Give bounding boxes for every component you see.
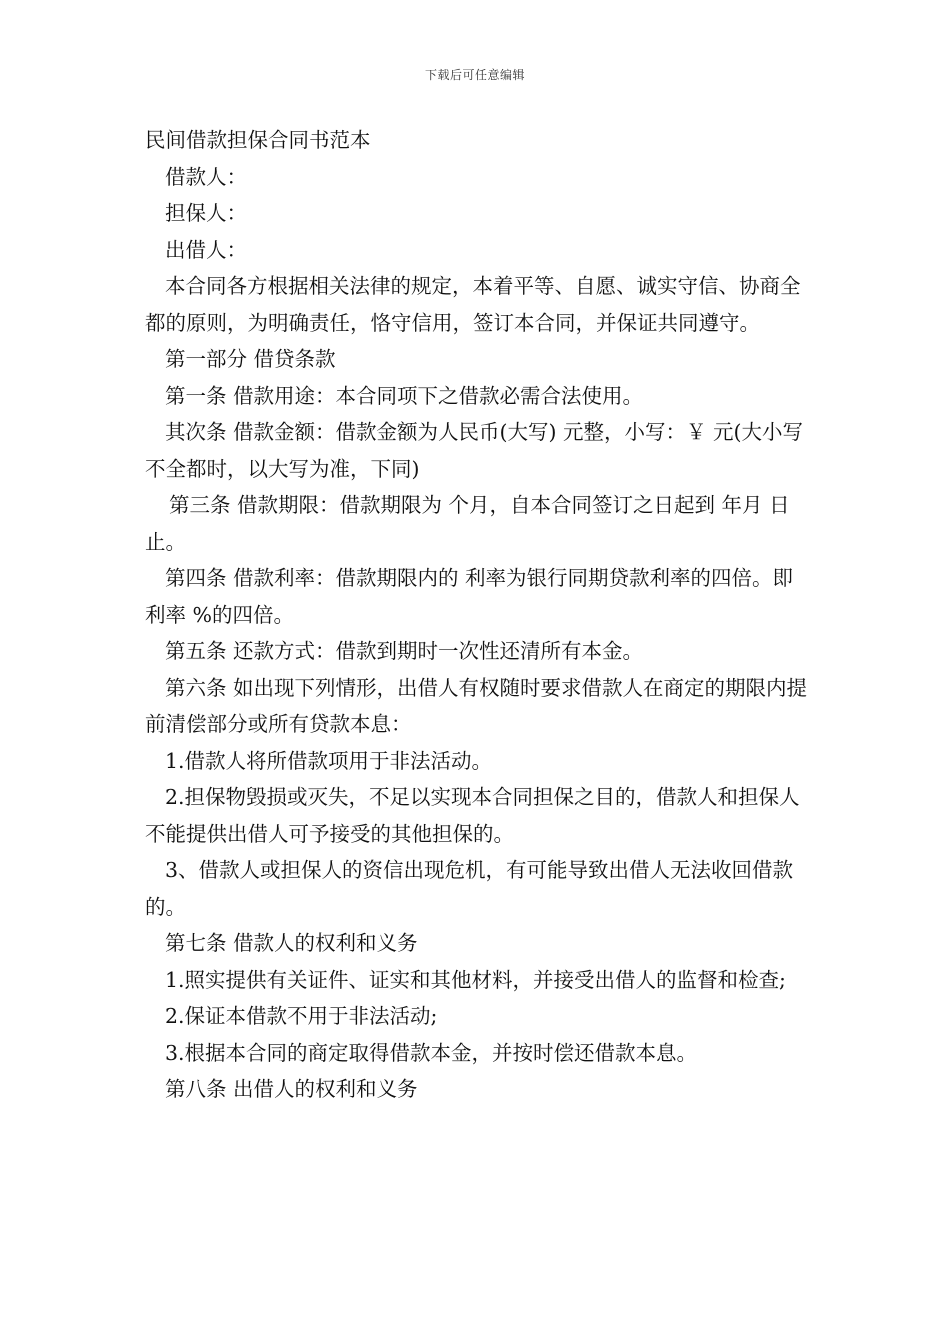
part-heading: 第一部分 借贷条款 [165, 347, 336, 371]
preamble-paragraph: 本合同各方根据相关法律的规定，本着平等、自愿、诚实守信、协商全都的原则，为明确责任，恪守信用，签订本合同，并保证共同遵守。 [145, 274, 801, 335]
party-guarantor: 担保人： [165, 201, 247, 225]
party-borrower: 借款人： [165, 164, 247, 189]
clause-7-item-1: 1.照实提供有关证件、证实和其他材料，并接受出借人的监督和检查; [165, 967, 786, 992]
page-header-note: 下载后可任意编辑 [424, 68, 525, 82]
document-title: 民间借款担保合同书范本 [145, 128, 371, 152]
clause-4: 第四条 借款利率：借款期限内的 利率为银行同期贷款利率的四倍。即 利率 %的四倍。 [145, 566, 794, 627]
clause-2: 其次条 借款金额：借款金额为人民币(大写) 元整，小写：￥ 元(大小写不全都时，以大写为准，下同) [145, 420, 804, 481]
clause-6: 第六条 如出现下列情形，出借人有权随时要求借款人在商定的期限内提前清偿部分或所有贷款本息： [145, 675, 808, 736]
clause-6-item-3: 3、借款人或担保人的资信出现危机，有可能导致出借人无法收回借款的。 [145, 858, 794, 919]
party-lender: 出借人： [165, 237, 247, 262]
clause-5: 第五条 还款方式：借款到期时一次性还清所有本金。 [165, 639, 644, 663]
clause-8: 第八条 出借人的权利和义务 [165, 1077, 418, 1101]
clause-3: 第三条 借款期限：借款期限为 个月，自本合同签订之日起到 年月 日止。 [145, 493, 790, 554]
clause-7-item-3: 3.根据本合同的商定取得借款本金，并按时偿还借款本息。 [165, 1040, 698, 1065]
document-body [145, 122, 813, 1108]
clause-7-item-2: 2.保证本借款不用于非法活动; [165, 1004, 438, 1028]
clause-6-item-1: 1.借款人将所借款项用于非法活动。 [165, 748, 493, 773]
clause-6-item-2: 2.担保物毁损或灭失，不足以实现本合同担保之目的，借款人和担保人不能提供出借人可予接受的其他担保的。 [145, 785, 800, 846]
clause-7: 第七条 借款人的权利和义务 [165, 931, 418, 955]
clause-1: 第一条 借款用途：本合同项下之借款必需合法使用。 [165, 383, 644, 408]
